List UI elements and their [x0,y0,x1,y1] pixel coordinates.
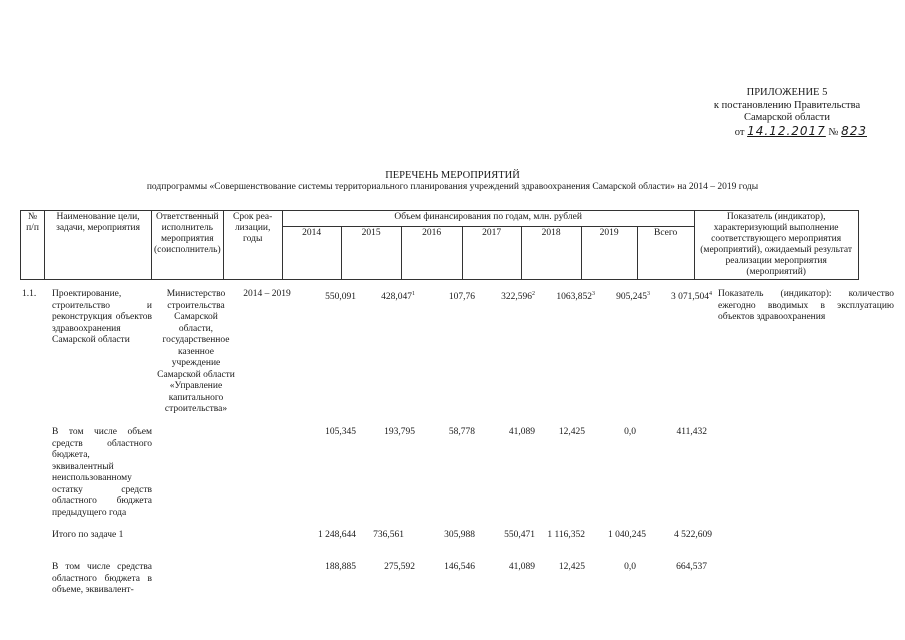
row3-value-2014: 1 248,644 [318,530,356,540]
row2-name: В том числе объем средств областного бюджета, эквивалентный неиспользованному остатку средств областного бюджета предыдущего года [52,427,152,518]
appendix-line1: к постановлению Правительства [713,99,861,111]
row1-value-total: 3 071,504$^4$ [671,291,712,303]
appendix-line2: Самарской области [744,112,830,123]
document-subtitle: подпрограммы «Совершенствование системы территориального планирования учреждений здравоохранения Самарской области» на 2014 – 2019 годы [146,182,759,192]
row1-indicator: Показатель (индикатор): количество ежегодно вводимых в эксплуатацию объектов здравоохранения [718,289,894,322]
row4-value-2019: 0,0 [624,562,636,572]
row4-value-2018: 12,425 [558,562,585,572]
table-header [20,210,859,280]
row1-value-2019: 905,245$^3$ [616,291,650,303]
row3-value-2019: 1 040,245 [608,530,646,540]
row4-value-2015: 275,592 [384,562,415,572]
row4-name: В том числе средства областного бюджета в объеме, эквивалент- [52,562,152,595]
header-year: 2019 [581,227,637,280]
appendix-title: ПРИЛОЖЕНИЕ 5 [746,87,828,98]
row4-value-2016: 146,546 [444,562,475,572]
row4-value-2014: 188,885 [325,562,356,572]
appendix-block [707,87,867,139]
header-total: Всего [637,227,694,280]
appendix-date-line: от 14.12.2017 № 823 [734,123,867,138]
row3-value-2015: 736,561 [373,530,404,540]
row1-value-2018: 1063,852$^3$ [556,291,595,303]
header-num: № п/п [21,211,45,280]
header-year: 2015 [341,227,401,280]
row2-value-total: 411,432 [676,427,707,437]
header-year: 2016 [401,227,462,280]
row4-value-2017: 41,089 [508,562,535,572]
header-executor: Ответственный исполнитель мероприятия (соисполнитель) [152,211,224,280]
row2-value-2018: 12,425 [558,427,585,437]
row1-name: Проектирование, строительство и реконструкция объектов здравоохранения Самарской области [52,289,152,345]
row1-value-2016: 107,76 [448,292,475,303]
header-year: 2017 [462,227,521,280]
header-year: 2014 [282,227,341,280]
row1-value-2015: 428,047$^1$ [381,291,415,303]
row2-value-2017: 41,089 [508,427,535,437]
row2-value-2014: 105,345 [325,427,356,437]
header-name: Наименование цели, задачи, мероприятия [45,211,152,280]
row1-num: 1.1. [22,289,37,299]
header-funding: Объем финансирования по годам, млн. рублей [282,211,694,227]
appendix-date: 14.12.2017 [747,123,826,138]
row2-value-2016: 58,778 [448,427,475,437]
appendix-number: 823 [841,123,867,138]
row1-value-2014: 550,091 [325,292,356,303]
row1-value-2017: 322,596$^2$ [501,291,535,303]
header-period: Срок реа-лизации, годы [223,211,282,280]
header-indicator: Показатель (индикатор), характеризующий выполнение соответствующего мероприятия (мероприятий), ожидаемый результат реализации мероприятия (мероприятий) [694,211,858,280]
row3-value-2016: 305,988 [444,530,475,540]
row3-name: Итого по задаче 1 [52,530,124,540]
row1-period: 2014 – 2019 [243,289,291,299]
row3-value-2017: 550,471 [504,530,535,540]
row2-value-2019: 0,0 [624,427,636,437]
row1-executor: Министерство строительства Самарской области, государственное казенное учреждение Самарской области «Управление капитального строительства» [157,289,235,414]
row4-value-total: 664,537 [676,562,707,572]
row3-value-2018: 1 116,352 [547,530,585,540]
document-title: ПЕРЕЧЕНЬ МЕРОПРИЯТИЙ [385,170,520,181]
row3-value-total: 4 522,609 [674,530,712,540]
row2-value-2015: 193,795 [384,427,415,437]
header-year: 2018 [521,227,581,280]
